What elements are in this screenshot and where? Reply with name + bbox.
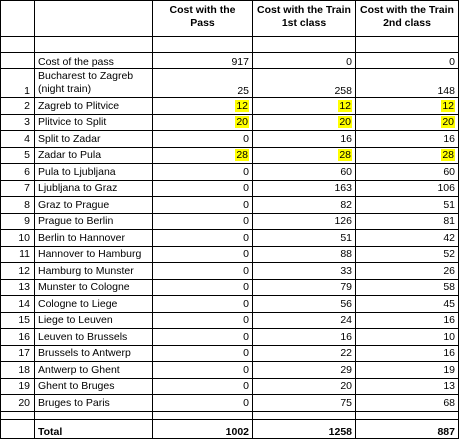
- row-number: 16: [1, 329, 35, 346]
- header-first-class: Cost with the Train 1st class: [253, 1, 356, 37]
- row-number: 13: [1, 279, 35, 296]
- table-row: [1, 329, 459, 346]
- cost-pass: 0: [153, 230, 253, 247]
- cost-pass: 0: [153, 329, 253, 346]
- route-name: Hamburg to Munster: [35, 263, 153, 280]
- cost-first-class: 24: [253, 312, 356, 329]
- cost-second-class: 45: [356, 296, 459, 313]
- empty-cell: [35, 37, 153, 53]
- cost-second-class: 58: [356, 279, 459, 296]
- row-number: 5: [1, 147, 35, 164]
- header-row: [1, 1, 459, 37]
- cost-second-class: 10: [356, 329, 459, 346]
- pass-cost-first: 0: [253, 53, 356, 69]
- route-name: Bruges to Paris: [35, 395, 153, 412]
- empty-cell: [35, 411, 153, 419]
- cost-first-class: [253, 147, 356, 164]
- cost-pass: [153, 147, 253, 164]
- total-pass: 1002: [153, 419, 253, 438]
- total-second-class: 887: [356, 419, 459, 438]
- table-row: [1, 230, 459, 247]
- spacer-row: [1, 411, 459, 419]
- cost-pass: 0: [153, 263, 253, 280]
- total-first-class: 1258: [253, 419, 356, 438]
- cost-pass: [153, 98, 253, 115]
- route-name: Plitvice to Split: [35, 114, 153, 131]
- table-row: [1, 312, 459, 329]
- cost-pass: 0: [153, 378, 253, 395]
- route-name: Cologne to Liege: [35, 296, 153, 313]
- cost-first-class: [253, 98, 356, 115]
- empty-cell: [1, 419, 35, 438]
- cost-pass-highlighted: 20: [236, 116, 248, 129]
- empty-cell: [1, 411, 35, 419]
- cost-first-class-highlighted: 20: [339, 116, 351, 129]
- cost-pass: 0: [153, 296, 253, 313]
- route-name: Prague to Berlin: [35, 213, 153, 230]
- cost-first-class: 79: [253, 279, 356, 296]
- cost-second-class: 16: [356, 312, 459, 329]
- table-row: [1, 362, 459, 379]
- cost-first-class: 16: [253, 329, 356, 346]
- cost-first-class: 20: [253, 378, 356, 395]
- cost-second-class: 51: [356, 197, 459, 214]
- route-name: Pula to Ljubljana: [35, 164, 153, 181]
- pass-cost-label: Cost of the pass: [35, 53, 153, 69]
- cost-second-class: 19: [356, 362, 459, 379]
- cost-second-class-highlighted: 20: [442, 116, 454, 129]
- route-name: Hannover to Hamburg: [35, 246, 153, 263]
- table-row: [1, 395, 459, 412]
- cost-first-class: 29: [253, 362, 356, 379]
- route-name: Split to Zadar: [35, 131, 153, 148]
- cost-pass: 0: [153, 180, 253, 197]
- cost-second-class: 16: [356, 345, 459, 362]
- table-row: [1, 131, 459, 148]
- table-row: [1, 147, 459, 164]
- table-row: [1, 69, 459, 98]
- table-row: [1, 378, 459, 395]
- pass-cost-pass: 917: [153, 53, 253, 69]
- cost-second-class-highlighted: 12: [442, 99, 454, 112]
- row-number: 6: [1, 164, 35, 181]
- cost-pass: 0: [153, 246, 253, 263]
- empty-cell: [153, 411, 253, 419]
- row-number: 2: [1, 98, 35, 115]
- cost-pass: 0: [153, 345, 253, 362]
- row-number: 9: [1, 213, 35, 230]
- spacer-row: [1, 37, 459, 53]
- row-number: 15: [1, 312, 35, 329]
- row-number: 4: [1, 131, 35, 148]
- cost-second-class-highlighted: 28: [442, 149, 454, 162]
- route-name: Antwerp to Ghent: [35, 362, 153, 379]
- cost-pass: 0: [153, 362, 253, 379]
- empty-cell: [356, 411, 459, 419]
- cost-first-class: 126: [253, 213, 356, 230]
- header-second-class: Cost with the Train 2nd class: [356, 1, 459, 37]
- cost-pass: 0: [153, 395, 253, 412]
- pass-cost-second: 0: [356, 53, 459, 69]
- cost-first-class: 56: [253, 296, 356, 313]
- cost-second-class: [356, 98, 459, 115]
- cost-first-class-highlighted: 28: [339, 149, 351, 162]
- cost-second-class: 106: [356, 180, 459, 197]
- row-number: 7: [1, 180, 35, 197]
- cost-second-class: 42: [356, 230, 459, 247]
- cost-first-class: 33: [253, 263, 356, 280]
- table-row: [1, 98, 459, 115]
- cost-first-class: 88: [253, 246, 356, 263]
- cost-pass: 0: [153, 213, 253, 230]
- row-number: 1: [1, 69, 35, 98]
- route-name: Graz to Prague: [35, 197, 153, 214]
- cost-second-class: 16: [356, 131, 459, 148]
- table-row: [1, 213, 459, 230]
- cost-second-class: 13: [356, 378, 459, 395]
- cost-first-class: 22: [253, 345, 356, 362]
- cost-pass: 0: [153, 164, 253, 181]
- cost-pass: 0: [153, 197, 253, 214]
- cost-pass-highlighted: 12: [236, 99, 248, 112]
- cost-first-class: 82: [253, 197, 356, 214]
- route-name: Zagreb to Plitvice: [35, 98, 153, 115]
- total-row: [1, 419, 459, 438]
- table-row: [1, 296, 459, 313]
- cost-first-class: 16: [253, 131, 356, 148]
- row-number: 11: [1, 246, 35, 263]
- route-name: Munster to Cologne: [35, 279, 153, 296]
- empty-cell: [153, 37, 253, 53]
- cost-second-class: 52: [356, 246, 459, 263]
- cost-second-class: 68: [356, 395, 459, 412]
- cost-first-class: 75: [253, 395, 356, 412]
- pass-cost-row: [1, 53, 459, 69]
- empty-cell: [253, 411, 356, 419]
- row-number: 20: [1, 395, 35, 412]
- row-number: 3: [1, 114, 35, 131]
- route-name: Ljubljana to Graz: [35, 180, 153, 197]
- route-name: Zadar to Pula: [35, 147, 153, 164]
- cost-second-class: 26: [356, 263, 459, 280]
- route-name: Bucharest to Zagreb (night train): [35, 69, 153, 98]
- cost-second-class: [356, 147, 459, 164]
- table-row: [1, 180, 459, 197]
- route-name: Ghent to Bruges: [35, 378, 153, 395]
- cost-pass-highlighted: 28: [236, 149, 248, 162]
- route-name: Berlin to Hannover: [35, 230, 153, 247]
- row-number: 8: [1, 197, 35, 214]
- row-number: 17: [1, 345, 35, 362]
- cost-pass: 0: [153, 131, 253, 148]
- row-number: 19: [1, 378, 35, 395]
- route-name: Brussels to Antwerp: [35, 345, 153, 362]
- cost-pass: 0: [153, 312, 253, 329]
- route-name: Leuven to Brussels: [35, 329, 153, 346]
- row-number: 12: [1, 263, 35, 280]
- cost-second-class: 60: [356, 164, 459, 181]
- route-name: Liege to Leuven: [35, 312, 153, 329]
- cost-second-class: [356, 114, 459, 131]
- cost-pass: 0: [153, 279, 253, 296]
- table-row: [1, 114, 459, 131]
- table-row: [1, 164, 459, 181]
- row-number: 18: [1, 362, 35, 379]
- table-row: [1, 263, 459, 280]
- header-pass: Cost with the Pass: [153, 1, 253, 37]
- empty-cell: [1, 53, 35, 69]
- cost-first-class: 258: [253, 69, 356, 98]
- cost-first-class: 60: [253, 164, 356, 181]
- total-label: Total: [35, 419, 153, 438]
- cost-first-class: [253, 114, 356, 131]
- row-number: 14: [1, 296, 35, 313]
- table-row: [1, 345, 459, 362]
- cost-first-class-highlighted: 12: [339, 99, 351, 112]
- header-route-cell: [35, 1, 153, 37]
- table-row: [1, 246, 459, 263]
- empty-cell: [253, 37, 356, 53]
- row-number: 10: [1, 230, 35, 247]
- empty-cell: [356, 37, 459, 53]
- cost-pass: [153, 114, 253, 131]
- cost-second-class: 81: [356, 213, 459, 230]
- cost-pass: 25: [153, 69, 253, 98]
- header-num-cell: [1, 1, 35, 37]
- cost-first-class: 51: [253, 230, 356, 247]
- table-row: [1, 279, 459, 296]
- cost-second-class: 148: [356, 69, 459, 98]
- empty-cell: [1, 37, 35, 53]
- table-row: [1, 197, 459, 214]
- cost-first-class: 163: [253, 180, 356, 197]
